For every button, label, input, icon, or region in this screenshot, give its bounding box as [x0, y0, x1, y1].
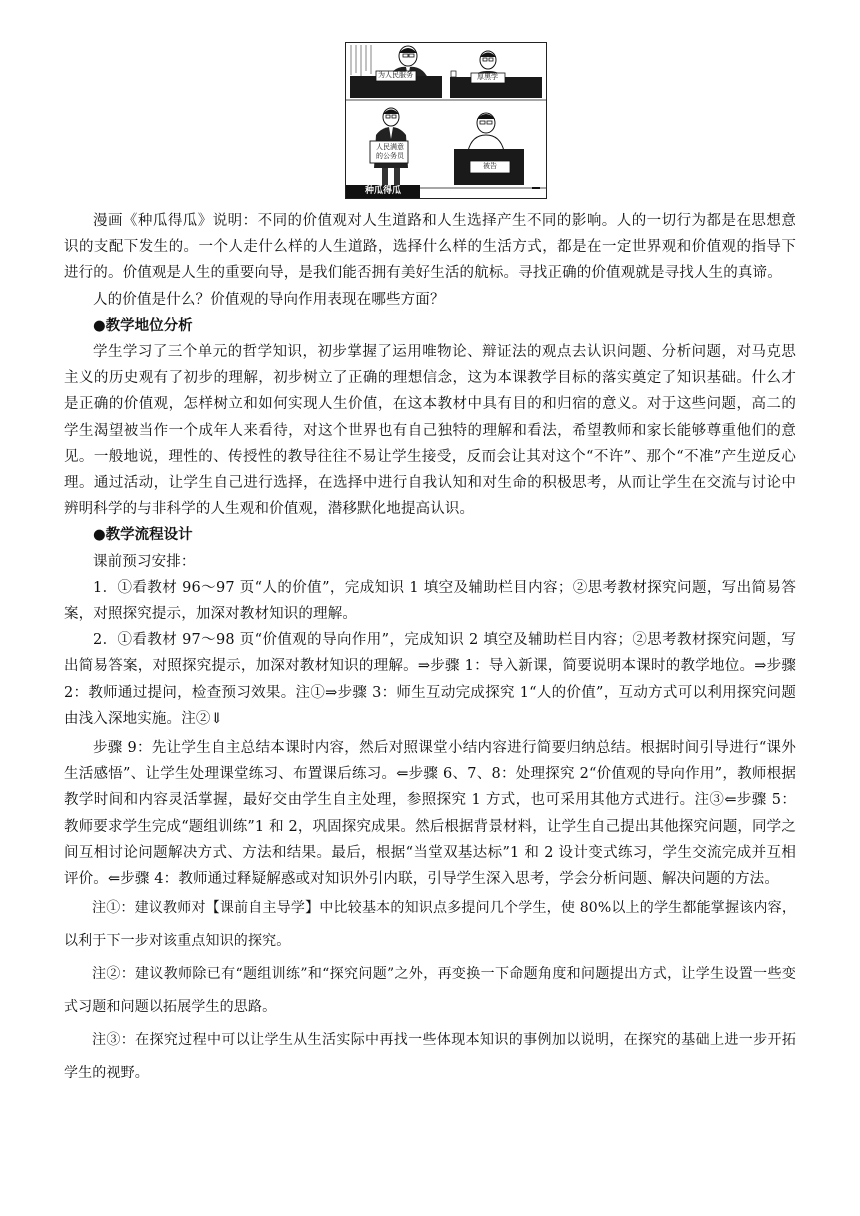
paragraph-teaching-position: 学生学习了三个单元的哲学知识，初步掌握了运用唯物论、辩证法的观点去认识问题、分析问题，对马克思主义的历史观有了初步的理解，初步树立了正确的理想信念，这为本课教学目标的落实奠定了知识基础。什么才是正确的价值观，怎样树立和如何实现人生价值，在这本教材中具有目的和归宿的意义。对于这些问题，高二的学生渴望被当作一个成年人来看待，对这个世界也有自己独特的理解和看法，希望教师和家长能够尊重他们的意见。一般地说，理性的、传授性的教导往往不易让学生接受，反而会让其对这个“不许”、那个“不准”产生逆反心理。通过活动，让学生自己进行选择，在选择中进行自我认知和对生命的积极思考，从而让学生在交流与讨论中辨明科学的与非科学的人生观和价值观，潜移默化地提高认识。 [64, 344, 796, 518]
sign-civil-servant-line1: 人民满意 [376, 143, 404, 151]
sign-civil-servant-line2: 的公务员 [376, 152, 404, 160]
main-text [64, 208, 796, 1090]
heading-teaching-position: ●教学地位分析 [93, 317, 193, 334]
heading-teaching-flow: ●教学流程设计 [93, 527, 193, 544]
paragraph-step-9: 步骤 9：先让学生自主总结本课时内容，然后对照课堂小结内容进行简要归纳总结。根据时间引导进行“课外生活感悟”、让学生处理课堂练习、布置课后练习。⇐步骤 6、7、8：处理探究 2“价值观的导向作用”，教师根据教学时间和内容灵活掌握，最好交由学生自主处理，参照探究 1 方式，也可采用其他方式进行。注③⇐步骤 5：教师要求学生完成“题组训练”1 和 2，巩固探究成果。然后根据背景材料，让学生自己提出其他探究问题，同学之间互相讨论问题解决方式、方法和结果。最后，根据“当堂双基达标”1 和 2 设计变式练习，学生交流完成并互相评价。⇐步骤 4：教师通过释疑解惑或对知识外引内联，引导学生深入思考，学会分析问题、解决问题的方法。 [64, 740, 796, 888]
note-3: 注③：在探究过程中可以让学生从生活实际中再找一些体现本知识的事例加以说明，在探究的基础上进一步开拓学生的视野。 [64, 1032, 796, 1082]
note-1: 注①：建议教师对【课前自主导学】中比较基本的知识点多提问几个学生，使 80%以上的学生都能掌握该内容，以利于下一步对该重点知识的探究。 [64, 900, 796, 950]
note-2: 注②：建议教师除已有“题组训练”和“探究问题”之外，再变换一下命题角度和问题提出方式，让学生设置一些变式习题和问题以拓展学生的思路。 [64, 966, 796, 1016]
sign-defendant: 被告 [483, 162, 497, 170]
sign-serve-people: 为人民服务 [378, 71, 413, 79]
paragraph-preview-1: 1．①看教材 96～97 页“人的价值”，完成知识 1 填空及辅助栏目内容；②思考教材探究问题，写出简易答案，对照探究提示，加深对教材知识的理解。 [64, 579, 796, 623]
paragraph-question: 人的价值是什么？价值观的导向作用表现在哪些方面？ [93, 291, 445, 308]
paragraph-preview-2: 2．①看教材 97～98 页“价值观的导向作用”，完成知识 2 填空及辅助栏目内容；②思考教材探究问题，写出简易答案，对照探究提示，加深对教材知识的理解。⇒步骤 1：导入新课，简要说明本课时的教学地位。⇒步骤 2：教师通过提问，检查预习效果。注①⇒步骤 3：师生互动完成探究 1“人的价值”，互动方式可以利用探究问题由浅入深地实施。注②⇓ [64, 632, 796, 727]
comic-illustration [345, 42, 547, 199]
comic-drawing [346, 43, 546, 198]
comic-title: 种瓜得瓜 [346, 185, 420, 198]
paragraph-comic-explanation: 漫画《种瓜得瓜》说明：不同的价值观对人生道路和人生选择产生不同的影响。人的一切行为都是在思想意识的支配下发生的。一个人走什么样的人生道路，选择什么样的生活方式，都是在一定世界观和价值观的指导下进行的。价值观是人生的重要向导，是我们能否拥有美好生活的航标。寻找正确的价值观就是寻找人生的真谛。 [64, 213, 796, 282]
sign-thick-black: 厚黑学 [477, 73, 498, 81]
paragraph-preview-intro: 课前预习安排： [93, 553, 196, 570]
